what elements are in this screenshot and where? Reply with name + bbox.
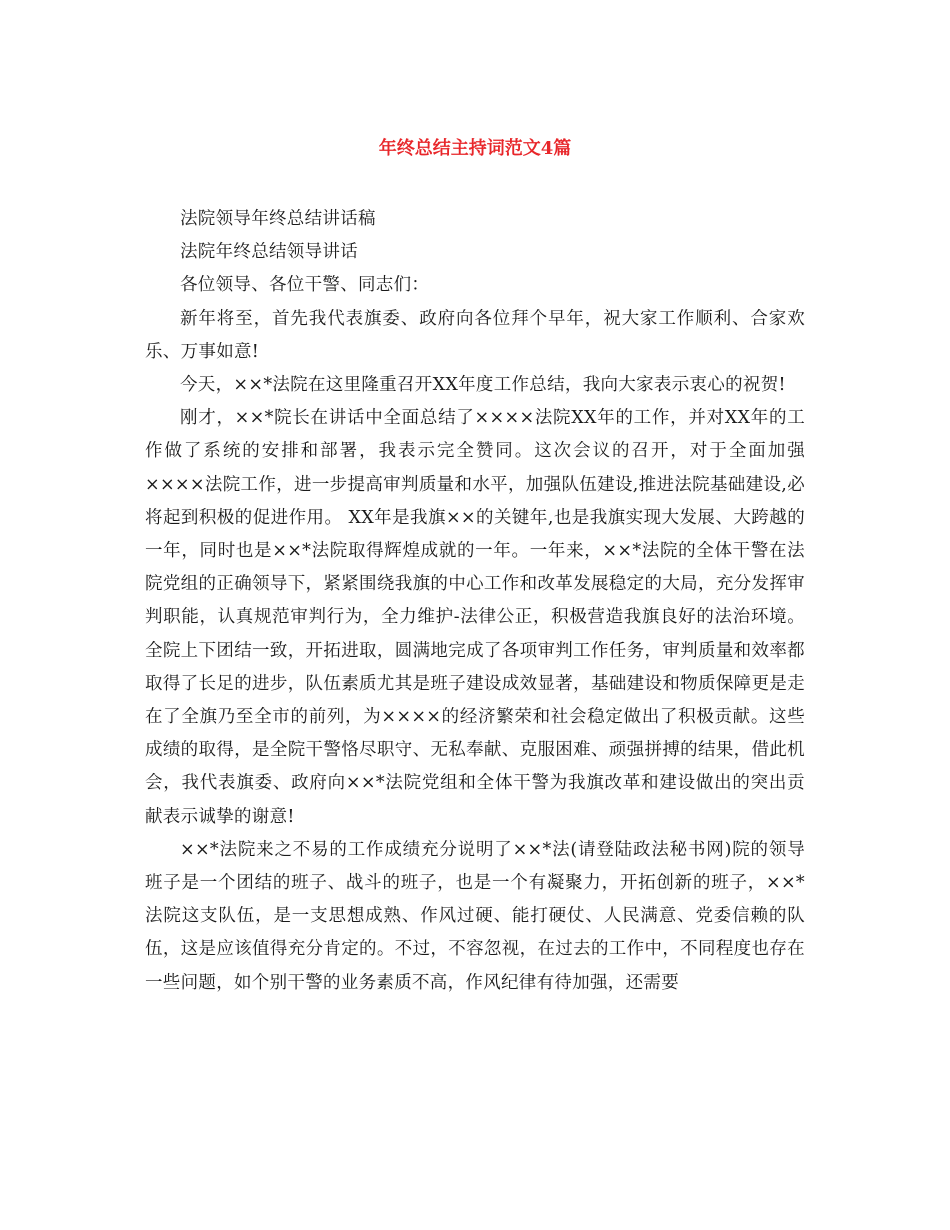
paragraph-subtitle-1: 法院领导年终总结讲话稿 [180, 209, 376, 229]
document-body [145, 203, 805, 1000]
paragraph-salutation: 各位领导、各位干警、同志们： [180, 275, 430, 296]
paragraph-review: 刚才，××*院长在讲话中全面总结了××××法院XX年的工作，并对XX年的工作做了系统的安排和部署，我表示完全赞同。这次会议的召开，对于全面加强××××法院工作，进一步提高审判质量和水平，加强队伍建设,推进法院基础建设,必将起到积极的促进作用。 XX年是我旗××的关键年,也是我旗实现大发展、大跨越的一年，同时也是××*法院取得辉煌成就的一年。一年来，××*法院的全体干警在法院党组的正确领导下，紧紧围绕我旗的中心工作和改革发展稳定的大局，充分发挥审判职能，认真规范审判行为，全力维护-法律公正，积极营造我旗良好的法治环境。全院上下团结一致，开拓进取，圆满地完成了各项审判工作任务，审判质量和效率都取得了长足的进步，队伍素质尤其是班子建设成效显著，基础建设和物质保障更是走在了全旗乃至全市的前列，为××××的经济繁荣和社会稳定做出了积极贡献。这些成绩的取得，是全院干警恪尽职守、无私奉献、克服困难、顽强拼搏的结果，借此机会，我代表旗委、政府向××*法院党组和全体干警为我旗改革和建设做出的突出贡献表示诚挚的谢意! [145, 408, 805, 827]
paragraph-congratulation: 今天，××*法院在这里隆重召开XX年度工作总结，我向大家表示衷心的祝贺! [180, 375, 786, 396]
document-title: 年终总结主持词范文4篇 [378, 138, 572, 159]
paragraph-subtitle-2: 法院年终总结领导讲话 [180, 242, 358, 263]
paragraph-greeting: 新年将至，首先我代表旗委、政府向各位拜个早年，祝大家工作顺利、合家欢乐、万事如意! [145, 308, 805, 362]
paragraph-assessment: ××*法院来之不易的工作成绩充分说明了××*法(请登陆政法秘书网)院的领导班子是一个团结的班子、战斗的班子，也是一个有凝聚力，开拓创新的班子，××*法院这支队伍，是一支思想成熟、作风过硬、能打硬仗、人民满意、党委信赖的队伍，这是应该值得充分肯定的。不过，不容忽视，在过去的工作中，不同程度也存在一些问题，如个别干警的业务素质不高，作风纪律有待加强，还需要 [145, 839, 805, 993]
